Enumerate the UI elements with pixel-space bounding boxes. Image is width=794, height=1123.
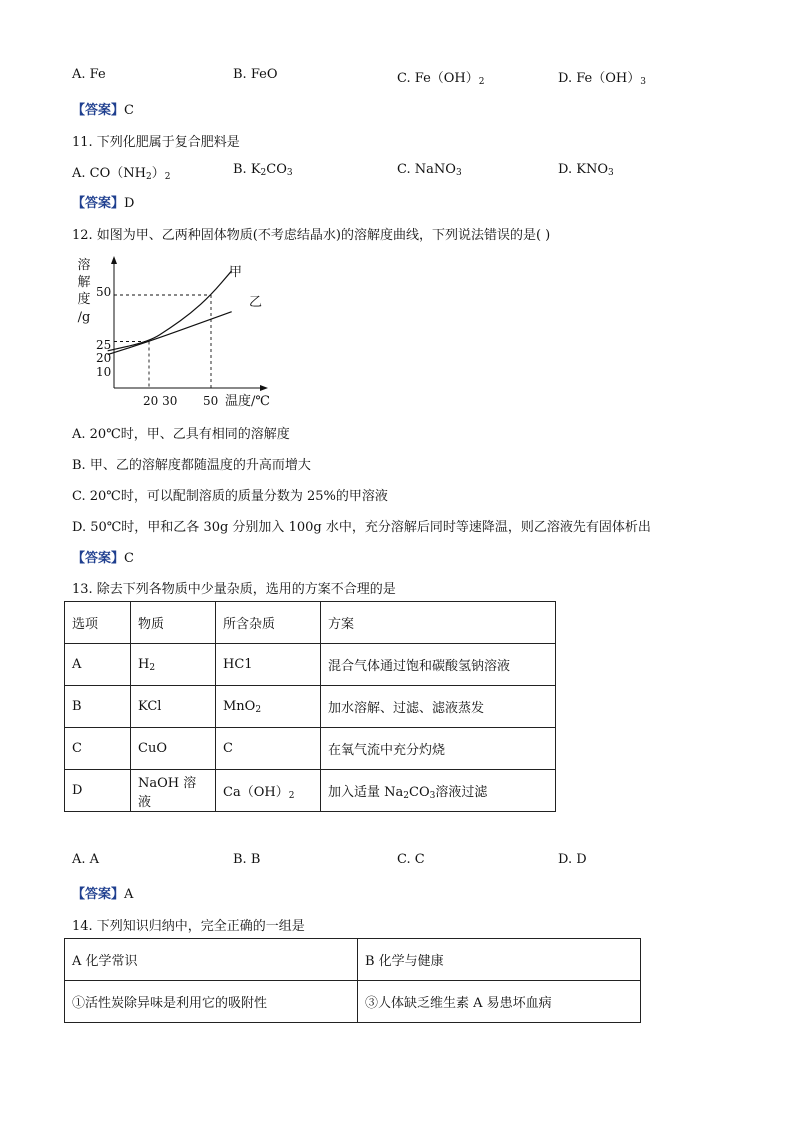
q14-question: 14. 下列知识归纳中，完全正确的一组是	[72, 919, 305, 934]
table-cell: 混合气体通过饱和碳酸氢钠溶液	[321, 644, 556, 686]
answer-label: 【答案】	[72, 196, 125, 211]
q13-option-c: C. C	[397, 852, 425, 867]
table-cell: CuO	[131, 728, 216, 770]
table-cell: MnO$_2$	[216, 686, 321, 728]
table-row	[65, 770, 556, 812]
table-cell: NaOH 溶液	[131, 770, 216, 812]
table-cell: A 化学常识	[65, 939, 358, 981]
q13-options	[72, 852, 692, 872]
q11-options	[72, 162, 692, 182]
table-row	[65, 728, 556, 770]
table-cell: 在氧气流中充分灼烧	[321, 728, 556, 770]
y-axis-arrow	[111, 256, 117, 264]
q10-answer	[72, 99, 134, 118]
q12-statement-c: C. 20℃时，可以配制溶质的质量分数为 25%的甲溶液	[72, 489, 388, 504]
q10-options	[72, 67, 692, 87]
svg-text:溶: 溶	[77, 258, 91, 273]
q11-answer	[72, 192, 134, 211]
svg-text:/g: /g	[77, 310, 91, 325]
q13-option-a: A. A	[72, 852, 100, 867]
q12-statement-d: D. 50℃时，甲和乙各 30g 分别加入 100g 水中，充分溶解后同时等速降温，则乙溶液先有固体析出	[72, 520, 651, 535]
q11-option-c: C. NaNO$_3$	[397, 162, 462, 178]
x-tick-label: 20 30	[143, 394, 178, 408]
table-cell: A	[65, 644, 131, 686]
table-row	[65, 939, 641, 981]
table-header-cell: 物质	[131, 602, 216, 644]
svg-text:解: 解	[77, 275, 91, 290]
series-label-jia: 甲	[229, 265, 243, 280]
answer-label: 【答案】	[72, 887, 125, 902]
q12-statement-b: B. 甲、乙的溶解度都随温度的升高而增大	[72, 458, 311, 473]
table-row	[65, 686, 556, 728]
table-cell: 加入适量 $Na_2CO_3$溶液过滤	[321, 770, 556, 812]
q13-option-d: D. D	[558, 852, 587, 867]
table-cell: HC1	[216, 644, 321, 686]
solubility-chart	[72, 252, 282, 412]
y-tick-label: 10	[96, 365, 112, 379]
q13-question: 13. 除去下列各物质中少量杂质，选用的方案不合理的是	[72, 582, 396, 597]
y-tick-label: 20	[96, 351, 112, 365]
y-tick-label: 50	[96, 285, 112, 299]
series-label-yi: 乙	[249, 295, 263, 310]
table-cell: B	[65, 686, 131, 728]
q10-option-b: B. FeO	[233, 67, 278, 82]
table-cell: ①活性炭除异味是利用它的吸附性	[65, 981, 358, 1023]
q12-statement-a: A. 20℃时，甲、乙具有相同的溶解度	[72, 427, 290, 442]
x-tick-label: 50	[203, 394, 219, 408]
table-cell: 加水溶解、过滤、滤液蒸发	[321, 686, 556, 728]
q13-option-b: B. B	[233, 852, 261, 867]
q11-option-b: B. $K_2CO_3$	[233, 162, 293, 178]
table-cell: $Ca(OH)_2$	[216, 770, 321, 812]
q12-answer	[72, 547, 134, 566]
q10-option-d: D. $Fe(OH)_3$	[558, 71, 646, 87]
table-cell: C	[65, 728, 131, 770]
q13-table	[64, 601, 556, 812]
table-header-row	[65, 602, 556, 644]
svg-text:度: 度	[77, 292, 91, 307]
q12-question: 12. 如图为甲、乙两种固体物质(不考虑结晶水)的溶解度曲线，下列说法错误的是( )	[72, 228, 551, 243]
series-curve-jia	[108, 271, 232, 351]
q10-option-a: A. Fe	[72, 67, 106, 82]
q11-option-a: A. $CO(NH_2)_2$	[72, 166, 171, 182]
table-cell: D	[65, 770, 131, 812]
table-header-cell: 方案	[321, 602, 556, 644]
answer-label: 【答案】	[72, 551, 125, 566]
q14-table	[64, 938, 641, 1023]
table-cell: ③人体缺乏维生素 A 易患坏血病	[358, 981, 641, 1023]
series-curve-yi	[108, 312, 232, 355]
table-header-cell: 选项	[65, 602, 131, 644]
answer-label: 【答案】	[72, 103, 125, 118]
table-cell: B 化学与健康	[358, 939, 641, 981]
answer-value: C	[124, 551, 134, 566]
table-row	[65, 644, 556, 686]
q11-question: 11. 下列化肥属于复合肥料是	[72, 135, 240, 150]
table-header-cell: 所含杂质	[216, 602, 321, 644]
answer-value: C	[124, 103, 134, 118]
table-cell: $H_2$	[131, 644, 216, 686]
table-row	[65, 981, 641, 1023]
y-axis-label	[77, 257, 90, 325]
table-cell: C	[216, 728, 321, 770]
y-tick-label: 25	[96, 338, 112, 352]
x-axis-arrow	[260, 385, 268, 391]
table-cell: KCl	[131, 686, 216, 728]
q13-answer	[72, 883, 133, 902]
q10-option-c: C. $Fe(OH)_2$	[397, 71, 485, 87]
q11-option-d: D. $KNO_3$	[558, 162, 614, 178]
answer-value: A	[124, 887, 134, 902]
x-axis-label: 温度/℃	[225, 394, 270, 409]
answer-value: D	[124, 196, 135, 211]
